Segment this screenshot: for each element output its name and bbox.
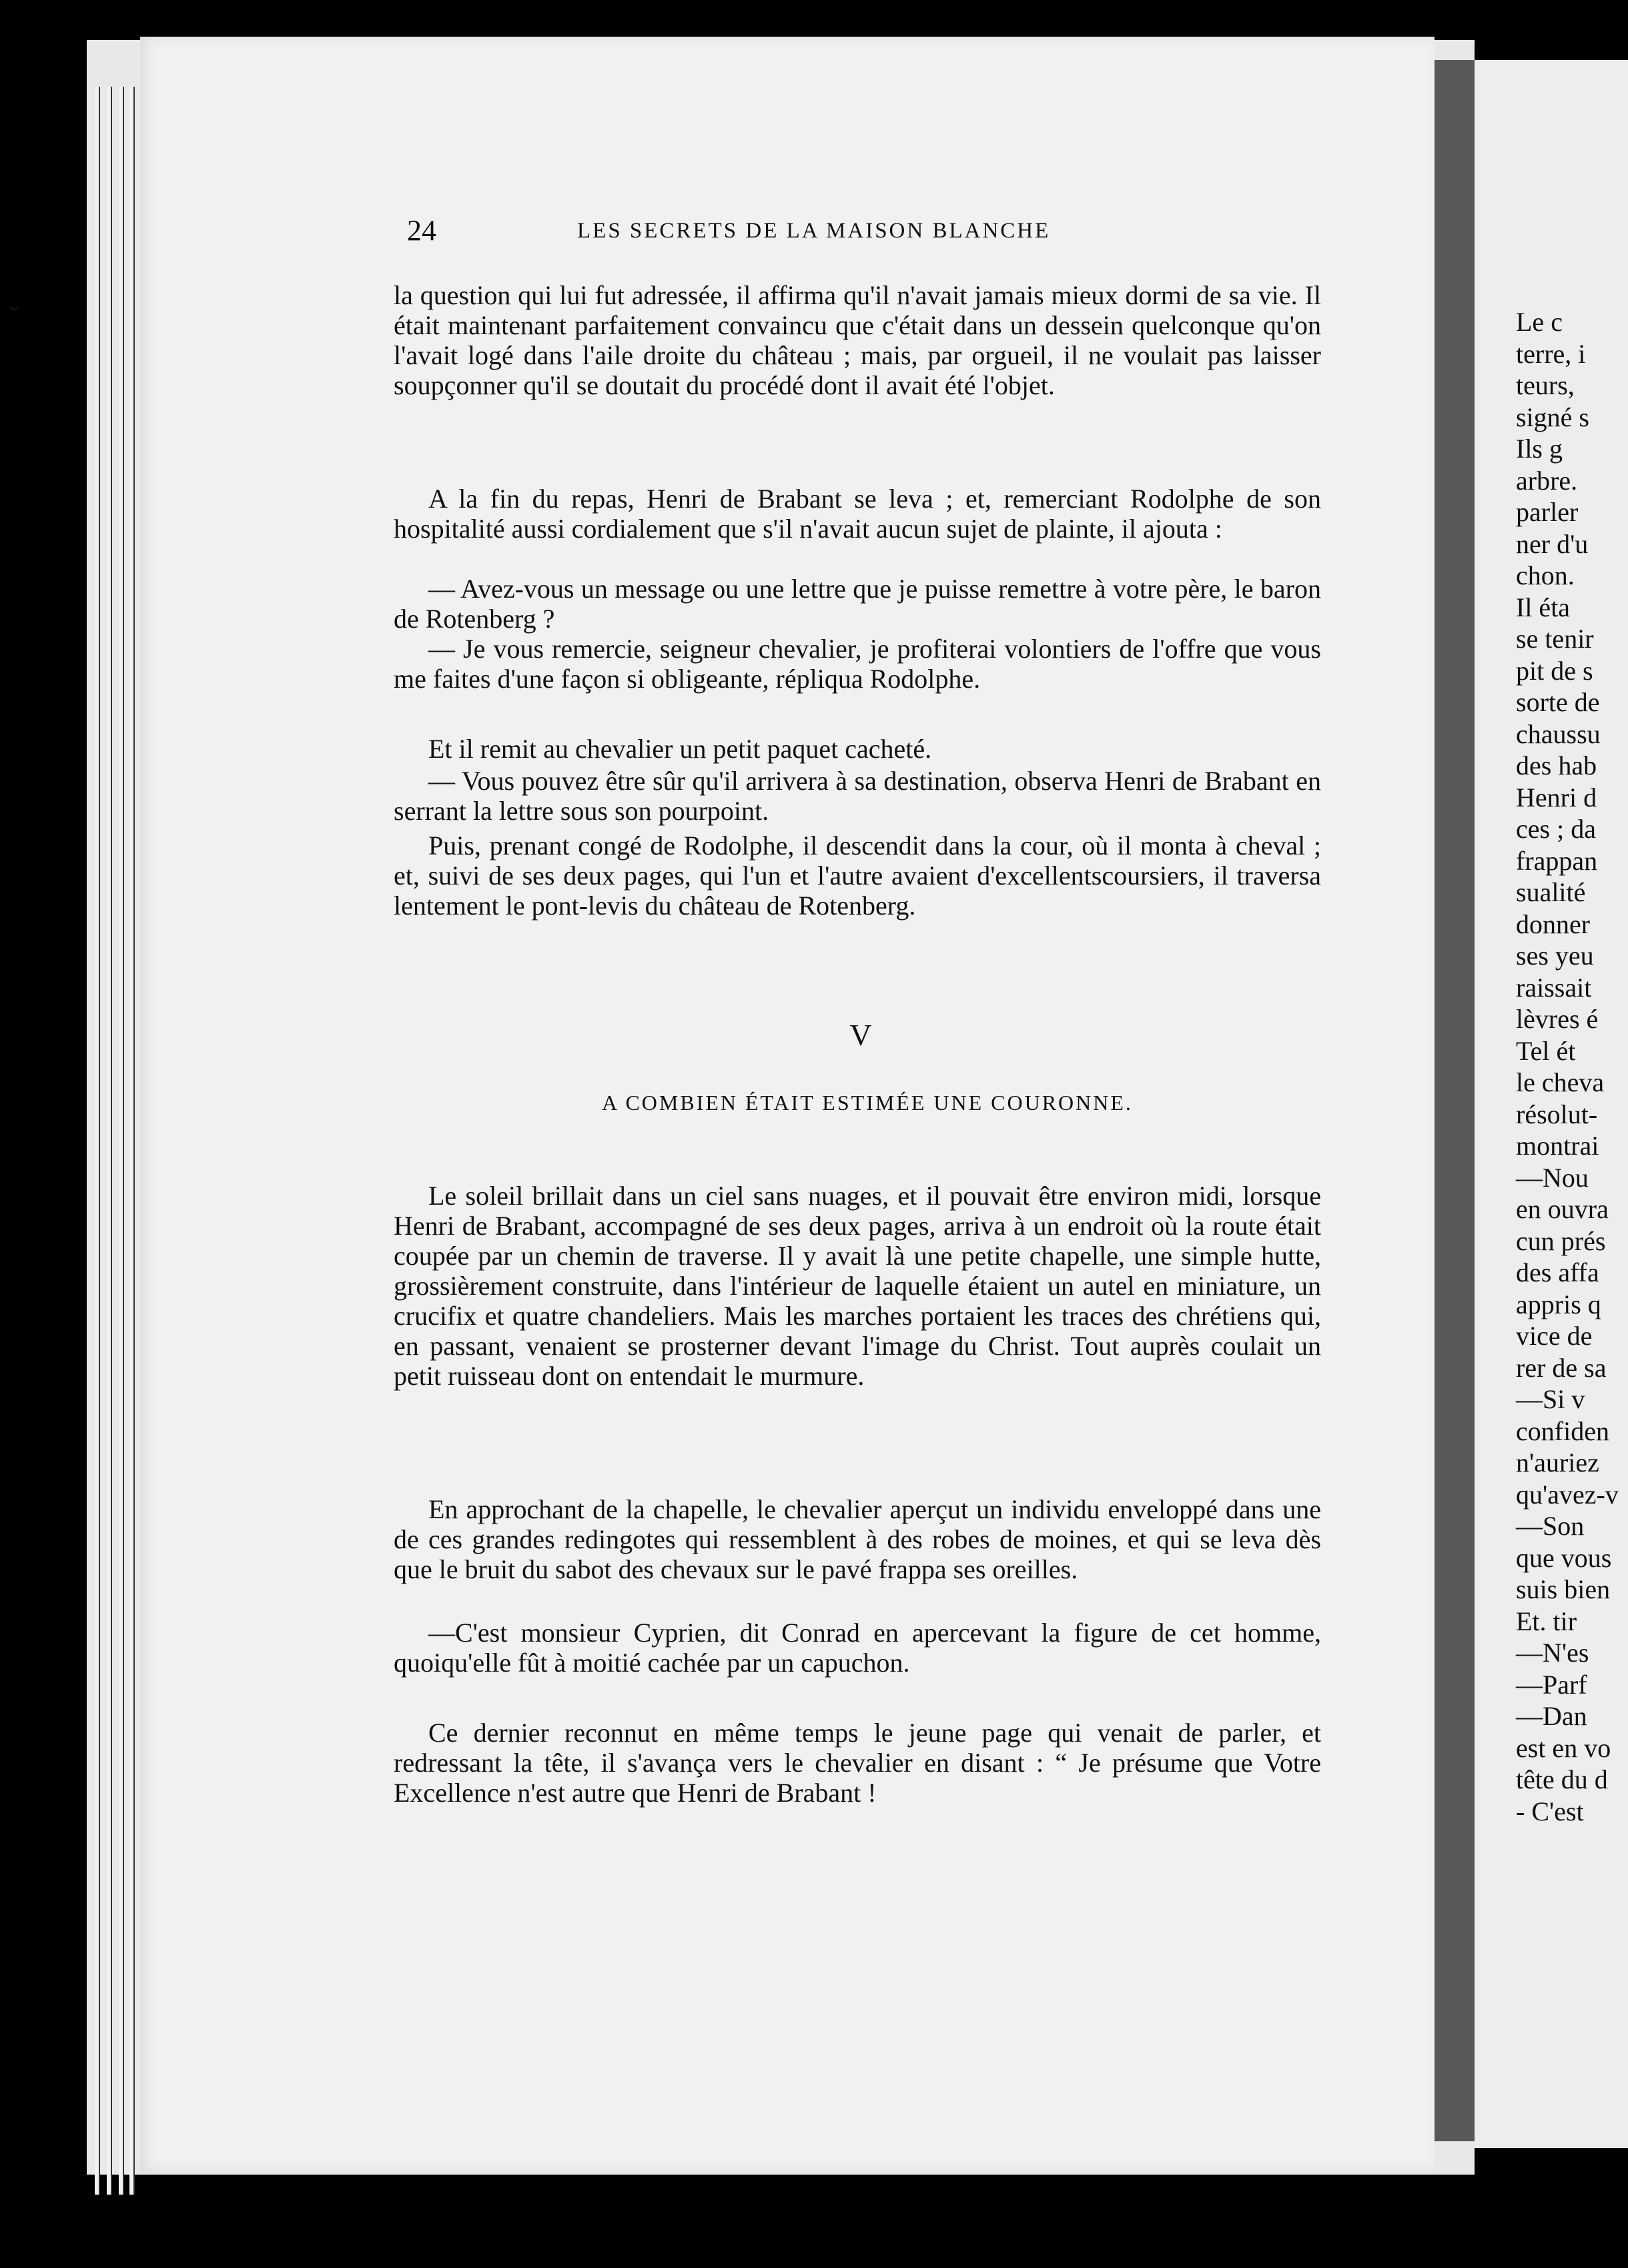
page-edge: [119, 87, 124, 2195]
facing-page-line: signé s: [1516, 402, 1589, 432]
paragraph: En approchant de la chapelle, le chevalier aperçut un individu enveloppé dans une de ces grandes redingotes qui ressemblent à des robes de moines, et qui se leva dès que le bruit du sabot des chevaux sur le pavé frappa ses oreilles.: [394, 1494, 1321, 1584]
facing-page-line: qu'avez-v: [1516, 1479, 1619, 1510]
paragraph: A la fin du repas, Henri de Brabant se leva ; et, remerciant Rodolphe de son hospitalité aussi cordialement que s'il n'avait aucun sujet de plainte, il ajouta :: [394, 484, 1321, 544]
chapter-number: V: [849, 1018, 872, 1052]
facing-page-line: rer de sa: [1516, 1352, 1607, 1383]
paragraph: —C'est monsieur Cyprien, dit Conrad en apercevant la figure de cet homme, quoiqu'elle fût à moitié cachée par un capuchon.: [394, 1618, 1321, 1678]
paragraph: — Vous pouvez être sûr qu'il arrivera à sa destination, observa Henri de Brabant en serrant la lettre sous son pourpoint.: [394, 766, 1321, 826]
facing-page-line: Il éta: [1516, 592, 1571, 622]
page-edge: [129, 87, 135, 2195]
paragraph: — Je vous remercie, seigneur chevalier, je profiterai volontiers de l'offre que vous me faites d'une façon si obligeante, répliqua Rodolphe.: [394, 634, 1321, 694]
facing-page-line: ses yeu: [1516, 941, 1594, 971]
facing-page-line: confiden: [1516, 1415, 1609, 1446]
facing-page-line: que vous: [1516, 1542, 1612, 1573]
paragraph: Ce dernier reconnut en même temps le jeune page qui venait de parler, et redressant la tête, il s'avança vers le chevalier en disant : “ Je présume que Votre Excellence n'est autre que Henri de Brabant !: [394, 1718, 1321, 1808]
facing-page-line: - C'est: [1516, 1796, 1584, 1826]
facing-page-line: se tenir: [1516, 624, 1594, 654]
page-edge: [107, 87, 112, 2195]
facing-page-line: appris q: [1516, 1289, 1601, 1319]
facing-page-line: ner d'u: [1516, 528, 1589, 559]
facing-page-line: vice de: [1516, 1321, 1593, 1351]
paragraph: la question qui lui fut adressée, il affirma qu'il n'avait jamais mieux dormi de sa vie. Il était maintenant parfaitement convaincu que c'était dans un dessein quelconque qu'on l'avait logé dans l'aile droite du château ; mais, par orgueil, il ne voulait pas laisser soupçonner qu'il se doutait du procédé dont il avait été l'objet.: [394, 280, 1321, 400]
facing-page-line: n'auriez: [1516, 1448, 1599, 1478]
facing-page: [1475, 60, 1628, 2148]
facing-page-line: Tel ét: [1516, 1035, 1576, 1066]
facing-page-line: chon.: [1516, 560, 1575, 590]
facing-page-line: —N'es: [1516, 1638, 1589, 1668]
facing-page-line: pit de s: [1516, 655, 1593, 686]
chapter-title: A COMBIEN ÉTAIT ESTIMÉE UNE COURONNE.: [602, 1091, 1133, 1115]
facing-page-line: terre, i: [1516, 338, 1586, 369]
facing-page-line: frappan: [1516, 845, 1598, 876]
facing-page-line: des affa: [1516, 1257, 1599, 1287]
paragraph: Et il remit au chevalier un petit paquet cacheté.: [428, 734, 932, 764]
running-head: LES SECRETS DE LA MAISON BLANCHE: [577, 219, 1051, 243]
facing-page-line: en ouvra: [1516, 1194, 1609, 1224]
page-header: [407, 213, 1334, 253]
facing-page-line: Le c: [1516, 307, 1563, 337]
facing-page-line: cun prés: [1516, 1225, 1606, 1256]
facing-page-line: —Son: [1516, 1511, 1585, 1541]
facing-page-line: donner: [1516, 909, 1591, 939]
facing-page-line: résolut-: [1516, 1099, 1598, 1129]
facing-page-line: suis bien: [1516, 1574, 1611, 1604]
facing-page-line: arbre.: [1516, 465, 1578, 496]
facing-page-line: Et. tir: [1516, 1606, 1577, 1636]
facing-page-line: teurs,: [1516, 370, 1575, 400]
facing-page-line: est en vo: [1516, 1732, 1611, 1763]
facing-page-line: sualité: [1516, 877, 1586, 907]
facing-page-line: des hab: [1516, 750, 1597, 780]
facing-page-line: parler: [1516, 497, 1579, 527]
facing-page-line: sorte de: [1516, 687, 1600, 717]
facing-page-line: chaussu: [1516, 718, 1601, 749]
facing-page-line: raissait: [1516, 972, 1592, 1003]
facing-page-line: Henri d: [1516, 782, 1597, 812]
margin-mark: ˇ: [9, 301, 19, 334]
facing-page-line: —Si v: [1516, 1384, 1585, 1414]
facing-page-line: montrai: [1516, 1131, 1599, 1161]
paragraph: — Avez-vous un message ou une lettre que je puisse remettre à votre père, le baron de Rotenberg ?: [394, 574, 1321, 634]
facing-page-line: Ils g: [1516, 434, 1563, 464]
facing-page-line: —Parf: [1516, 1669, 1587, 1700]
facing-page-line: —Nou: [1516, 1162, 1589, 1193]
facing-page-line: tête du d: [1516, 1764, 1608, 1794]
gutter-shadow: [1435, 60, 1475, 2141]
facing-page-line: —Dan: [1516, 1701, 1587, 1731]
facing-page-line: lèvres é: [1516, 1004, 1599, 1034]
paragraph: Puis, prenant congé de Rodolphe, il descendit dans la cour, où il monta à cheval ; et, suivi de ses deux pages, qui l'un et l'autre avaient d'excellentscoursiers, il traversa lentement le pont-levis du château de Rotenberg.: [394, 830, 1321, 921]
facing-page-line: le cheva: [1516, 1067, 1605, 1097]
facing-page-line: ces ; da: [1516, 814, 1596, 844]
paragraph: Le soleil brillait dans un ciel sans nuages, et il pouvait être environ midi, lorsque Henri de Brabant, accompagné de ses deux pages, arriva à un endroit où la route était coupée par un chemin de traverse. Il y avait là une petite chapelle, une simple hutte, grossièrement construite, dans l'intérieur de laquelle étaient un autel en miniature, un crucifix et quatre chandeliers. Mais les marches portaient les traces des chrétiens qui, en passant, venaient se prosterner devant l'image du Christ. Tout auprès coulait un petit ruisseau dont on entendait le murmure.: [394, 1181, 1321, 1391]
page-number: 24: [407, 214, 436, 247]
page-edge: [95, 87, 100, 2195]
